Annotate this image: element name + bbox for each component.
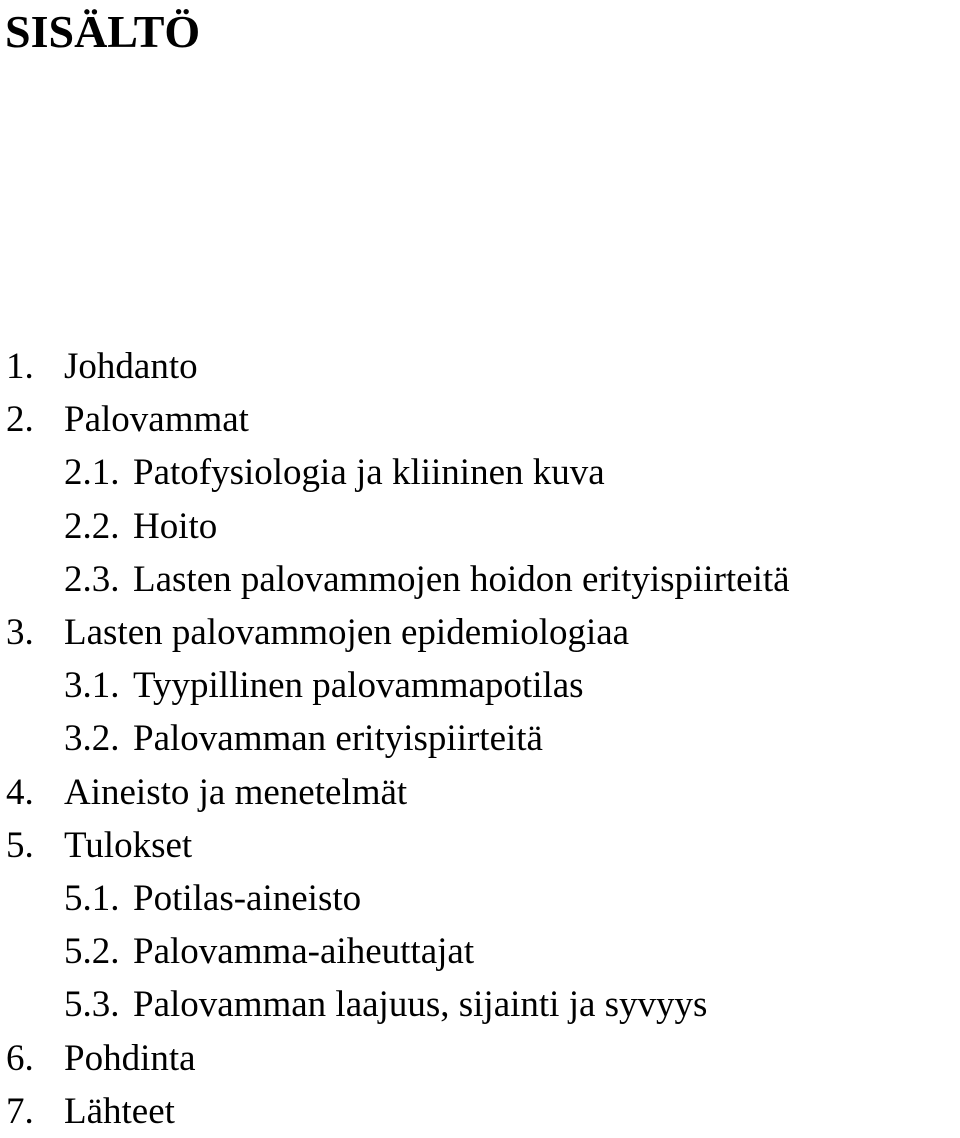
toc-entry-title: Palovamma-aiheuttajat xyxy=(133,931,475,973)
toc-entry-title: Palovamman erityispiirteitä xyxy=(133,718,543,760)
toc-entry-number: 7. xyxy=(6,1090,34,1132)
toc-subentry xyxy=(0,925,960,978)
toc-entry xyxy=(0,1031,960,1084)
toc-entry-number: 2.2. xyxy=(64,505,120,547)
table-of-contents xyxy=(0,340,960,1138)
toc-subentry xyxy=(0,500,960,553)
toc-entry xyxy=(0,1085,960,1138)
toc-subentry xyxy=(0,659,960,712)
toc-entry-number: 6. xyxy=(6,1037,34,1079)
toc-entry-title: Aineisto ja menetelmät xyxy=(64,771,408,813)
toc-subentry xyxy=(0,712,960,765)
toc-entry xyxy=(0,340,960,393)
toc-subentry xyxy=(0,446,960,499)
toc-entry-title: Tyypillinen palovammapotilas xyxy=(133,665,584,707)
toc-entry xyxy=(0,766,960,819)
toc-entry-title: Palovammat xyxy=(64,399,249,441)
toc-entry-title: Potilas-aineisto xyxy=(133,877,362,919)
page-title: SISÄLTÖ xyxy=(5,6,201,57)
toc-subentry xyxy=(0,978,960,1031)
toc-entry-title: Johdanto xyxy=(64,346,198,388)
toc-entry-title: Hoito xyxy=(133,505,218,547)
toc-entry-title: Tulokset xyxy=(64,824,193,866)
toc-subentry xyxy=(0,872,960,925)
toc-entry-number: 1. xyxy=(6,346,34,388)
toc-entry-title: Pohdinta xyxy=(64,1037,196,1079)
toc-entry-number: 5.3. xyxy=(64,984,120,1026)
toc-entry-title: Lasten palovammojen epidemiologiaa xyxy=(64,612,630,654)
toc-entry-number: 2. xyxy=(6,399,34,441)
toc-entry-title: Palovamman laajuus, sijainti ja syvyys xyxy=(133,984,708,1026)
toc-entry-number: 5.1. xyxy=(64,877,120,919)
toc-entry-title: Lähteet xyxy=(64,1090,175,1132)
toc-entry xyxy=(0,606,960,659)
toc-entry-title: Lasten palovammojen hoidon erityispiirteitä xyxy=(133,558,790,600)
toc-entry-number: 5.2. xyxy=(64,931,120,973)
toc-entry xyxy=(0,393,960,446)
toc-entry-number: 5. xyxy=(6,824,34,866)
toc-entry-number: 3.2. xyxy=(64,718,120,760)
toc-entry-number: 3. xyxy=(6,612,34,654)
toc-entry-number: 2.3. xyxy=(64,558,120,600)
toc-entry-number: 3.1. xyxy=(64,665,120,707)
toc-entry-number: 4. xyxy=(6,771,34,813)
toc-entry-number: 2.1. xyxy=(64,452,120,494)
toc-entry xyxy=(0,819,960,872)
toc-subentry xyxy=(0,553,960,606)
toc-entry-title: Patofysiologia ja kliininen kuva xyxy=(133,452,605,494)
